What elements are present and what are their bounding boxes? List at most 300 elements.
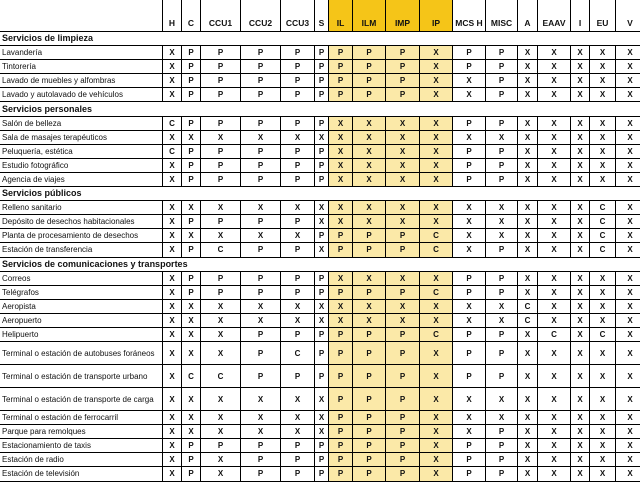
table-cell: X — [182, 130, 201, 144]
table-cell: P — [486, 365, 518, 388]
table-cell: X — [453, 215, 486, 229]
table-cell: P — [386, 46, 420, 60]
table-cell: P — [453, 342, 486, 365]
table-cell: X — [201, 313, 241, 327]
table-cell: X — [420, 158, 453, 172]
table-cell: X — [518, 285, 538, 299]
table-cell: X — [453, 388, 486, 411]
table-cell: X — [201, 467, 241, 481]
column-header: MCS H — [453, 0, 486, 32]
table-cell: X — [281, 130, 315, 144]
table-cell: P — [486, 88, 518, 102]
table-cell: X — [420, 201, 453, 215]
table-cell: X — [538, 229, 571, 243]
table-cell: P — [486, 285, 518, 299]
table-row — [0, 243, 640, 257]
table-cell: X — [163, 299, 182, 313]
table-cell: X — [163, 130, 182, 144]
table-cell: X — [518, 201, 538, 215]
table-cell: P — [329, 229, 353, 243]
table-cell: X — [420, 411, 453, 425]
table-cell: X — [571, 74, 590, 88]
table-cell: X — [538, 116, 571, 130]
table-cell: P — [329, 411, 353, 425]
table-cell: X — [571, 388, 590, 411]
table-cell: X — [420, 365, 453, 388]
table-cell: P — [281, 60, 315, 74]
table-cell: P — [386, 388, 420, 411]
table-cell: P — [386, 467, 420, 481]
table-cell: X — [420, 271, 453, 285]
table-cell: X — [453, 229, 486, 243]
row-label: Estación de televisión — [0, 467, 163, 481]
table-cell: X — [201, 201, 241, 215]
table-cell: P — [315, 158, 329, 172]
table-cell: X — [353, 144, 386, 158]
table-cell: X — [241, 425, 281, 439]
table-cell: C — [590, 201, 616, 215]
table-cell: X — [182, 425, 201, 439]
table-cell: P — [182, 172, 201, 186]
table-cell: X — [182, 313, 201, 327]
table-cell: X — [420, 453, 453, 467]
table-cell: X — [163, 425, 182, 439]
table-cell: P — [329, 88, 353, 102]
table-cell: P — [182, 88, 201, 102]
table-row — [0, 74, 640, 88]
table-cell: P — [453, 116, 486, 130]
table-cell: P — [241, 215, 281, 229]
table-cell: P — [241, 88, 281, 102]
row-label: Relleno sanitario — [0, 201, 163, 215]
table-cell: X — [571, 411, 590, 425]
table-cell: X — [329, 158, 353, 172]
table-cell: X — [518, 425, 538, 439]
table-cell: X — [163, 411, 182, 425]
table-cell: P — [329, 425, 353, 439]
table-cell: X — [590, 172, 616, 186]
table-cell: X — [315, 388, 329, 411]
table-cell: X — [538, 313, 571, 327]
table-cell: X — [420, 60, 453, 74]
table-cell: P — [329, 388, 353, 411]
table-cell: X — [571, 365, 590, 388]
table-cell: X — [386, 172, 420, 186]
row-label: Estación de radio — [0, 453, 163, 467]
table-cell: X — [538, 271, 571, 285]
table-cell: P — [353, 243, 386, 257]
table-cell: P — [386, 285, 420, 299]
table-cell: X — [571, 243, 590, 257]
table-cell: P — [486, 467, 518, 481]
table-cell: X — [538, 425, 571, 439]
table-cell: P — [201, 158, 241, 172]
column-header: EAAV — [538, 0, 571, 32]
table-cell: X — [616, 201, 640, 215]
table-cell: P — [201, 144, 241, 158]
table-row — [0, 299, 640, 313]
table-cell: P — [281, 74, 315, 88]
table-cell: X — [420, 313, 453, 327]
table-cell: X — [518, 74, 538, 88]
table-cell: P — [281, 365, 315, 388]
table-cell: P — [241, 172, 281, 186]
table-cell: X — [315, 243, 329, 257]
table-cell: X — [590, 299, 616, 313]
section-title: Servicios personales — [0, 102, 640, 116]
table-cell: X — [518, 60, 538, 74]
table-cell: X — [241, 299, 281, 313]
table-cell: P — [453, 46, 486, 60]
table-cell: P — [241, 46, 281, 60]
table-cell: X — [163, 243, 182, 257]
table-cell: P — [353, 467, 386, 481]
table-cell: X — [616, 327, 640, 341]
table-cell: P — [386, 342, 420, 365]
table-cell: X — [329, 116, 353, 130]
table-cell: P — [486, 243, 518, 257]
table-cell: P — [182, 467, 201, 481]
table-cell: C — [420, 229, 453, 243]
table-cell: C — [182, 365, 201, 388]
table-cell: X — [386, 116, 420, 130]
row-label: Estacionamiento de taxis — [0, 439, 163, 453]
table-cell: X — [616, 439, 640, 453]
table-cell: X — [486, 411, 518, 425]
table-cell: X — [241, 388, 281, 411]
table-cell: P — [386, 88, 420, 102]
table-cell: P — [453, 144, 486, 158]
table-cell: X — [386, 313, 420, 327]
table-row — [0, 158, 640, 172]
table-cell: X — [616, 74, 640, 88]
column-header: CCU2 — [241, 0, 281, 32]
table-cell: P — [201, 285, 241, 299]
table-cell: X — [163, 215, 182, 229]
table-cell: P — [315, 144, 329, 158]
table-cell: P — [182, 158, 201, 172]
table-cell: X — [590, 116, 616, 130]
row-label: Terminal o estación de transporte urbano — [0, 365, 163, 388]
table-cell: P — [486, 74, 518, 88]
table-cell: C — [590, 215, 616, 229]
table-cell: X — [281, 229, 315, 243]
row-label: Tintorería — [0, 60, 163, 74]
table-row — [0, 130, 640, 144]
table-cell: X — [201, 453, 241, 467]
table-cell: P — [315, 342, 329, 365]
table-cell: X — [420, 425, 453, 439]
table-cell: P — [486, 439, 518, 453]
table-cell: X — [616, 299, 640, 313]
table-cell: X — [616, 365, 640, 388]
table-cell: P — [386, 439, 420, 453]
table-cell: X — [453, 74, 486, 88]
table-cell: X — [386, 215, 420, 229]
table-cell: X — [590, 425, 616, 439]
table-cell: X — [616, 215, 640, 229]
table-cell: X — [163, 439, 182, 453]
table-cell: X — [353, 299, 386, 313]
table-cell: C — [420, 243, 453, 257]
table-cell: X — [420, 439, 453, 453]
row-label: Terminal o estación de ferrocarril — [0, 411, 163, 425]
table-cell: X — [163, 158, 182, 172]
table-cell: X — [241, 229, 281, 243]
table-cell: P — [182, 46, 201, 60]
table-cell: X — [486, 313, 518, 327]
column-header: IMP — [386, 0, 420, 32]
table-cell: X — [163, 46, 182, 60]
table-cell: X — [420, 172, 453, 186]
table-cell: P — [353, 46, 386, 60]
table-row — [0, 46, 640, 60]
table-cell: X — [182, 327, 201, 341]
table-cell: X — [616, 425, 640, 439]
table-cell: X — [281, 425, 315, 439]
table-cell: P — [453, 60, 486, 74]
table-cell: X — [486, 299, 518, 313]
table-cell: X — [538, 144, 571, 158]
corner-cell — [0, 0, 163, 32]
table-cell: P — [315, 467, 329, 481]
table-cell: X — [420, 342, 453, 365]
table-cell: X — [616, 467, 640, 481]
table-cell: X — [386, 271, 420, 285]
column-header: IL — [329, 0, 353, 32]
table-cell: C — [538, 327, 571, 341]
table-cell: X — [486, 201, 518, 215]
table-cell: P — [353, 60, 386, 74]
table-cell: X — [518, 88, 538, 102]
table-cell: P — [241, 365, 281, 388]
table-cell: X — [163, 342, 182, 365]
table-cell: P — [386, 60, 420, 74]
table-cell: X — [329, 172, 353, 186]
table-cell: X — [201, 229, 241, 243]
table-cell: P — [182, 285, 201, 299]
table-cell: C — [281, 342, 315, 365]
table-cell: X — [163, 388, 182, 411]
table-cell: X — [329, 144, 353, 158]
table-cell: X — [571, 201, 590, 215]
table-cell: X — [386, 201, 420, 215]
table-row — [0, 453, 640, 467]
table-cell: X — [281, 411, 315, 425]
table-cell: X — [315, 130, 329, 144]
row-label: Parque para remolques — [0, 425, 163, 439]
table-cell: P — [453, 271, 486, 285]
table-cell: X — [571, 158, 590, 172]
table-cell: P — [281, 144, 315, 158]
table-cell: X — [315, 313, 329, 327]
table-cell: X — [590, 74, 616, 88]
table-cell: X — [453, 243, 486, 257]
column-header: EU — [590, 0, 616, 32]
table-cell: X — [571, 46, 590, 60]
row-label: Lavado y autolavado de vehículos — [0, 88, 163, 102]
table-cell: P — [241, 60, 281, 74]
table-cell: X — [590, 130, 616, 144]
table-cell: X — [453, 130, 486, 144]
table-cell: X — [590, 388, 616, 411]
table-cell: P — [486, 116, 518, 130]
table-cell: X — [241, 411, 281, 425]
table-cell: X — [420, 116, 453, 130]
table-row — [0, 116, 640, 130]
table-cell: X — [538, 60, 571, 74]
table-cell: X — [386, 130, 420, 144]
table-cell: X — [281, 201, 315, 215]
table-cell: X — [571, 229, 590, 243]
column-header: H — [163, 0, 182, 32]
table-cell: X — [201, 130, 241, 144]
table-cell: C — [518, 299, 538, 313]
column-header: V — [616, 0, 640, 32]
table-cell: P — [241, 243, 281, 257]
table-cell: X — [420, 215, 453, 229]
column-header: ILM — [353, 0, 386, 32]
table-cell: P — [241, 116, 281, 130]
table-cell: X — [453, 425, 486, 439]
table-cell: P — [182, 60, 201, 74]
table-cell: X — [590, 88, 616, 102]
table-cell: P — [353, 453, 386, 467]
table-cell: P — [182, 74, 201, 88]
table-cell: P — [241, 158, 281, 172]
table-cell: X — [163, 365, 182, 388]
table-cell: P — [353, 285, 386, 299]
table-cell: P — [281, 439, 315, 453]
table-cell: C — [201, 365, 241, 388]
table-cell: X — [486, 130, 518, 144]
column-header: I — [571, 0, 590, 32]
table-cell: X — [571, 144, 590, 158]
table-cell: X — [241, 313, 281, 327]
table-cell: P — [201, 271, 241, 285]
table-cell: X — [590, 46, 616, 60]
row-label: Peluquería, estética — [0, 144, 163, 158]
table-cell: X — [571, 271, 590, 285]
table-row — [0, 313, 640, 327]
table-cell: P — [486, 46, 518, 60]
table-cell: X — [590, 411, 616, 425]
table-cell: X — [420, 467, 453, 481]
table-cell: X — [538, 299, 571, 313]
table-cell: P — [353, 388, 386, 411]
section-header-row — [0, 257, 640, 271]
table-cell: X — [386, 158, 420, 172]
table-cell: X — [538, 201, 571, 215]
table-cell: X — [616, 158, 640, 172]
table-cell: P — [386, 74, 420, 88]
table-cell: X — [420, 388, 453, 411]
table-cell: X — [518, 467, 538, 481]
table-cell: X — [518, 411, 538, 425]
row-label: Estación de transferencia — [0, 243, 163, 257]
table-cell: P — [315, 453, 329, 467]
table-cell: X — [571, 313, 590, 327]
table-cell: P — [315, 74, 329, 88]
table-cell: X — [486, 215, 518, 229]
table-cell: X — [538, 365, 571, 388]
table-cell: C — [590, 327, 616, 341]
row-label: Telégrafos — [0, 285, 163, 299]
table-cell: C — [518, 313, 538, 327]
table-cell: X — [538, 172, 571, 186]
table-cell: X — [420, 74, 453, 88]
table-cell: X — [538, 285, 571, 299]
row-label: Sala de masajes terapéuticos — [0, 130, 163, 144]
table-cell: C — [420, 285, 453, 299]
table-cell: X — [281, 299, 315, 313]
table-cell: P — [486, 453, 518, 467]
table-cell: X — [353, 313, 386, 327]
table-cell: X — [486, 229, 518, 243]
table-cell: X — [571, 342, 590, 365]
column-header-row — [0, 0, 640, 32]
table-cell: P — [315, 271, 329, 285]
table-cell: P — [201, 46, 241, 60]
table-cell: P — [486, 60, 518, 74]
table-cell: X — [386, 144, 420, 158]
row-label: Correos — [0, 271, 163, 285]
table-cell: X — [163, 285, 182, 299]
table-cell: P — [315, 439, 329, 453]
table-cell: X — [616, 60, 640, 74]
table-cell: X — [453, 88, 486, 102]
table-cell: P — [182, 116, 201, 130]
table-cell: P — [453, 327, 486, 341]
table-cell: X — [571, 285, 590, 299]
table-cell: P — [315, 46, 329, 60]
table-cell: X — [616, 144, 640, 158]
table-cell: P — [386, 411, 420, 425]
table-cell: X — [538, 467, 571, 481]
table-cell: P — [329, 342, 353, 365]
table-cell: X — [163, 313, 182, 327]
table-cell: X — [315, 215, 329, 229]
table-cell: P — [241, 285, 281, 299]
column-header: S — [315, 0, 329, 32]
table-cell: X — [201, 342, 241, 365]
table-cell: X — [315, 299, 329, 313]
table-row — [0, 467, 640, 481]
section-header-row — [0, 102, 640, 116]
table-cell: X — [616, 285, 640, 299]
table-cell: P — [315, 60, 329, 74]
table-cell: P — [201, 439, 241, 453]
table-cell: X — [571, 453, 590, 467]
table-cell: P — [486, 271, 518, 285]
table-cell: P — [201, 172, 241, 186]
table-row — [0, 285, 640, 299]
table-cell: X — [571, 88, 590, 102]
table-cell: X — [329, 299, 353, 313]
table-cell: P — [315, 172, 329, 186]
table-cell: P — [281, 327, 315, 341]
table-cell: X — [571, 60, 590, 74]
table-cell: X — [571, 439, 590, 453]
table-body — [0, 32, 640, 482]
table-cell: X — [590, 467, 616, 481]
table-cell: X — [329, 201, 353, 215]
section-header-row — [0, 32, 640, 46]
table-cell: X — [353, 271, 386, 285]
table-cell: X — [163, 88, 182, 102]
table-cell: X — [163, 60, 182, 74]
table-cell: X — [616, 411, 640, 425]
